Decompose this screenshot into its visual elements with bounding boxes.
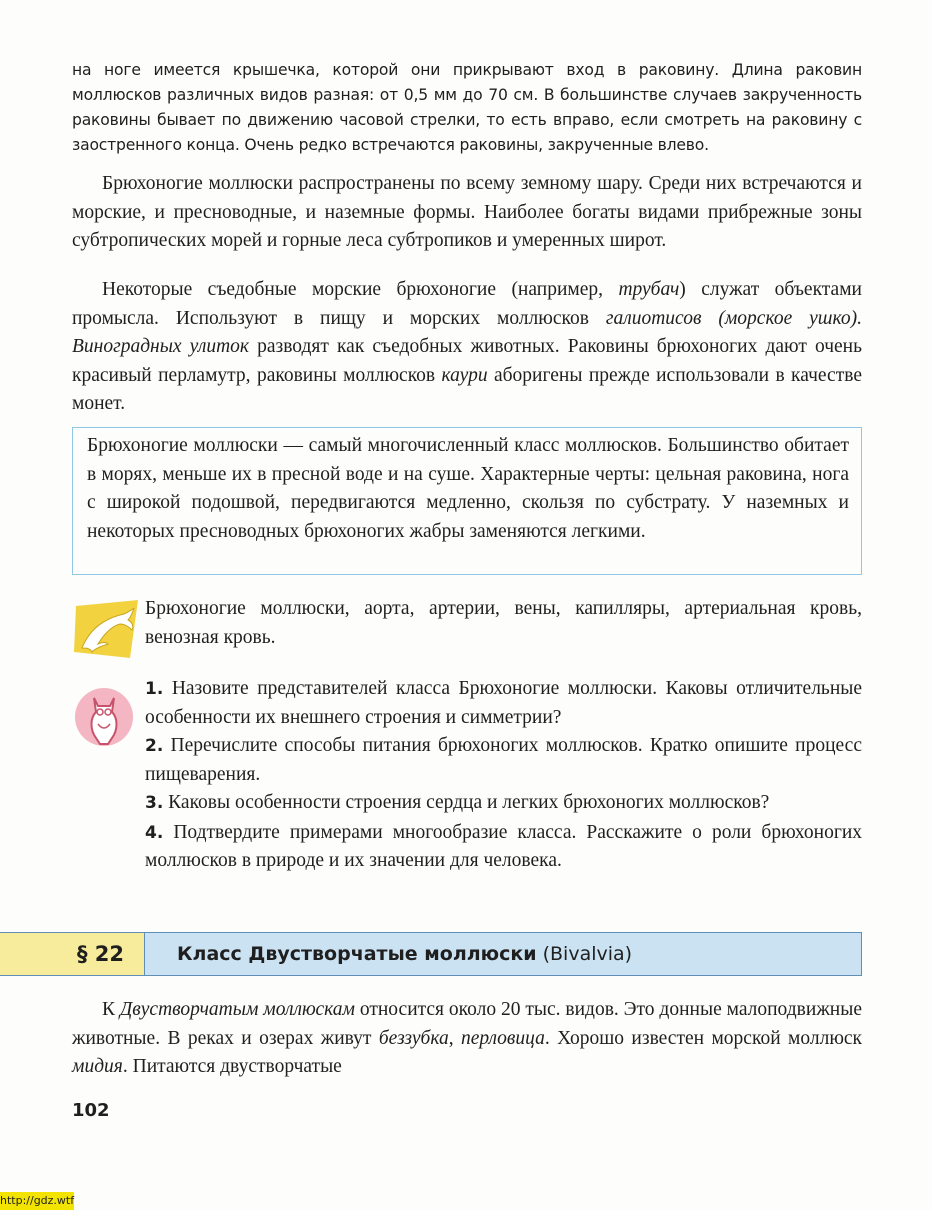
question-item xyxy=(145,675,862,731)
section-header xyxy=(0,932,862,976)
question-item xyxy=(145,732,862,788)
intro-paragraph: на ноге имеется крышечка, которой они прикрывают вход в раковину. Длина раковин моллюсков различных видов разная: от 0,5 мм до 70 см. В большинстве случаев закрученность раковины бывает по движению часовой стрелки, то есть вправо, если смотреть на раковину с заостренного конца. Очень редко встречаются раковины, закрученные влево. xyxy=(72,61,862,154)
page-number: 102 xyxy=(72,1100,110,1121)
questions-list xyxy=(145,675,862,876)
owl-icon xyxy=(74,684,136,750)
question-text: Назовите представителей класса Брюхоногие моллюски. Каковы отличительные особенности их внешнего строения и симметрии? xyxy=(145,678,863,728)
section-title-main: Класс Двустворчатые моллюски xyxy=(177,943,537,965)
section-title-latin: (Bivalvia) xyxy=(542,943,633,965)
italic-term-kauri: каури xyxy=(441,364,488,386)
summary-box xyxy=(72,427,862,575)
text-fragment: . Хорошо известен морской моллюск xyxy=(544,1027,863,1049)
question-number: 4. xyxy=(145,822,164,843)
watermark-link[interactable]: http://gdz.wtf xyxy=(0,1192,74,1210)
question-number: 3. xyxy=(145,793,164,813)
question-text: Перечислите способы питания брюхоногих моллюсков. Кратко опишите процесс пищеварения. xyxy=(145,735,862,785)
italic-term-bezzubka: беззубка xyxy=(378,1027,449,1049)
section-number: § 22 xyxy=(0,932,144,976)
text-fragment: К xyxy=(102,999,120,1020)
text-fragment: . Питаются двустворчатые xyxy=(122,1056,342,1077)
text-fragment: , xyxy=(448,1027,462,1049)
text-fragment: относится около 20 тыс. видов. Это донные малоподвижные животные. В реках и озерах живут xyxy=(72,999,862,1049)
italic-term-galiotis: галиотисов (морское ушко). Виноградных улиток xyxy=(72,307,863,357)
section-title xyxy=(144,932,862,976)
question-item xyxy=(145,789,862,818)
paragraph-bivalvia xyxy=(72,996,862,1082)
question-item xyxy=(145,819,862,875)
dolphin-icon xyxy=(72,598,140,660)
text-fragment: Некоторые съедобные морские брюхоногие (например, xyxy=(102,279,619,300)
paragraph-distribution: Брюхоногие моллюски распространены по всему земному шару. Среди них встречаются и морские, и пресноводные, и наземные формы. Наиболее богаты видами прибрежные зоны субтропических морей и горные леса субтропиков и умеренных широт. xyxy=(72,173,862,251)
key-terms: Брюхоногие моллюски, аорта, артерии, вены, капилляры, артериальная кровь, венозная кровь. xyxy=(145,598,862,648)
italic-term-bivalvia: Двустворчатым моллюскам xyxy=(119,999,355,1020)
italic-term-midiya: мидия xyxy=(72,1056,123,1077)
italic-term-perlovitsa: перловица xyxy=(461,1027,545,1049)
paragraph-edible xyxy=(72,276,862,419)
question-number: 2. xyxy=(145,736,164,756)
text-fragment: аборигены прежде использовали в качестве монет. xyxy=(72,364,862,414)
text-fragment: разводят как съедобных животных. Раковины брюхоногих дают очень красивый перламутр, раковины моллюсков xyxy=(72,336,862,386)
question-text: Подтвердите примерами многообразие класса. Расскажите о роли брюхоногих моллюсков в природе и их значении для человека. xyxy=(145,821,863,871)
italic-term-trubach: трубач xyxy=(618,279,680,300)
question-number: 1. xyxy=(145,679,164,699)
text-fragment: ) служат объектами промысла. Используют в пищу и морских моллюсков xyxy=(72,279,862,329)
question-text: Каковы особенности строения сердца и легких брюхоногих моллюсков? xyxy=(168,792,770,813)
summary-text: Брюхоногие моллюски — самый многочисленный класс моллюсков. Большинство обитает в морях, меньше их в пресной воде и на суше. Характерные черты: цельная раковина, нога с широкой подошвой, передвигаются медленно, скользя по субстрату. У наземных и некоторых пресноводных брюхоногих жабры заменяются легкими. xyxy=(87,435,849,542)
